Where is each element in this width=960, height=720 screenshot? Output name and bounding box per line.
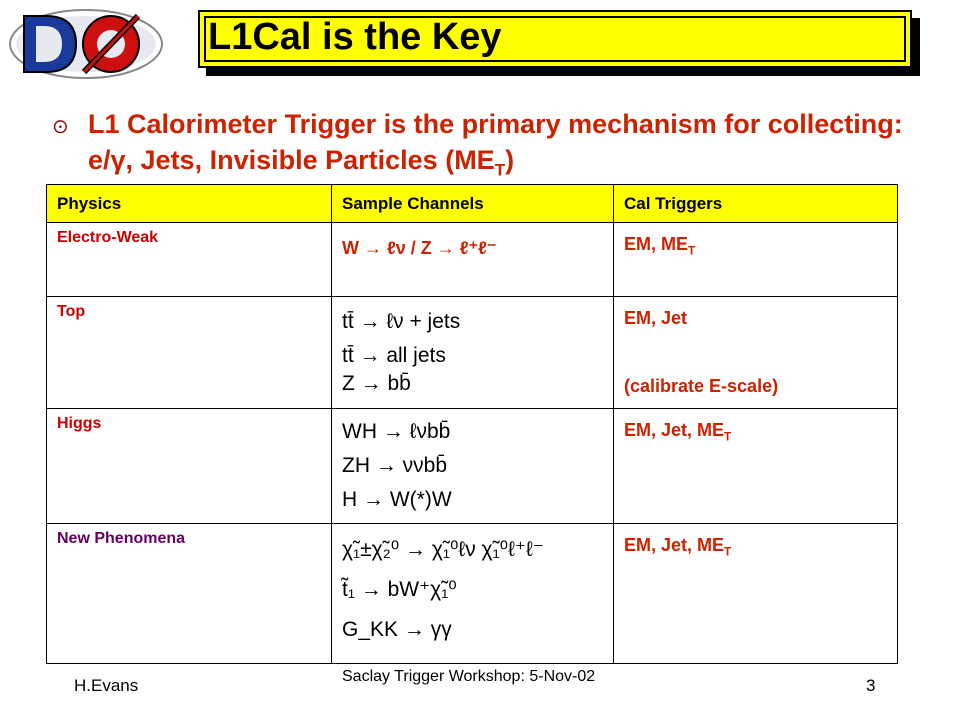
title-box xyxy=(198,10,912,68)
channel-line: ZH → ννbb̄ xyxy=(342,454,448,477)
table-row xyxy=(47,297,898,409)
bullet-icon: ⊙ xyxy=(52,116,69,138)
footer-author: H.Evans xyxy=(74,676,139,695)
triggers-text: EM, Jet xyxy=(624,308,688,328)
physics-cell: Electro-Weak xyxy=(47,223,332,297)
slide-title: L1Cal is the Key xyxy=(208,16,502,58)
physics-cell: Top xyxy=(47,297,332,409)
channel-line: tt̄ → ℓν + jets xyxy=(342,310,461,333)
intro-bullet xyxy=(88,106,918,188)
triggers-text: EM, ME xyxy=(624,234,689,254)
channel-line: t̃₁ → bW⁺χ̃₁⁰ xyxy=(342,578,457,601)
table-row xyxy=(47,223,898,297)
channels-cell xyxy=(332,524,614,664)
triggers-sub: T xyxy=(724,545,732,559)
physics-cell: New Phenomena xyxy=(47,524,332,664)
table-row xyxy=(47,409,898,524)
channel-line: tt̄ → all jets xyxy=(342,344,446,367)
channel-line: Z → bb̄ xyxy=(342,372,411,395)
channel-line: H → W(*)W xyxy=(342,488,452,511)
triggers-cell xyxy=(614,409,898,524)
footer-event: Saclay Trigger Workshop: 5-Nov-02 xyxy=(342,668,596,685)
channels-cell xyxy=(332,223,614,297)
page-number: 3 xyxy=(866,676,876,695)
table-row xyxy=(47,524,898,664)
triggers-note: (calibrate E-scale) xyxy=(624,376,779,396)
channel-line: G_KK → γγ xyxy=(342,618,452,641)
physics-cell: Higgs xyxy=(47,409,332,524)
channel-line: WH → ℓνbb̄ xyxy=(342,420,451,443)
channels-cell xyxy=(332,297,614,409)
triggers-text: EM, Jet, ME xyxy=(624,420,725,440)
d0-logo xyxy=(6,4,166,84)
intro-sub: T xyxy=(494,160,506,180)
triggers-cell xyxy=(614,297,898,409)
channels-cell xyxy=(332,409,614,524)
channel-line: χ̃₁±χ̃₂⁰ → χ̃₁⁰ℓν χ̃₁⁰ℓ⁺ℓ⁻ xyxy=(342,538,544,561)
header-physics: Physics xyxy=(47,185,332,223)
triggers-sub: T xyxy=(688,244,696,258)
intro-close: ) xyxy=(505,145,515,175)
intro-text: L1 Calorimeter Trigger is the primary mechanism for collecting: e/γ, Jets, Invisible Particles (ME xyxy=(88,109,903,175)
physics-table xyxy=(46,184,898,664)
header-triggers: Cal Triggers xyxy=(614,185,898,223)
triggers-cell xyxy=(614,223,898,297)
triggers-cell xyxy=(614,524,898,664)
table-header-row xyxy=(47,185,898,223)
header-channels: Sample Channels xyxy=(332,185,614,223)
triggers-sub: T xyxy=(724,430,732,444)
triggers-text: EM, Jet, ME xyxy=(624,535,725,555)
channel-line: W → ℓν / Z → ℓ⁺ℓ⁻ xyxy=(342,238,497,258)
